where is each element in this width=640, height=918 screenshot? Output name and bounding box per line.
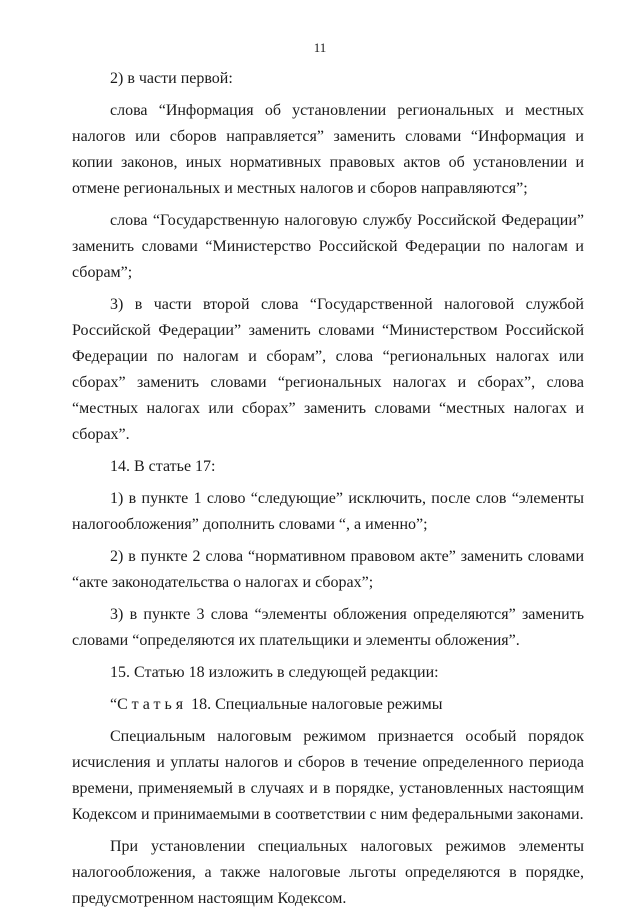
paragraph-words-information: слова “Информация об установлении региональных и местных налогов или сборов направляется” заменить словами “Информация и копии законов, иных нормативных правовых актов об установлении и отмене региональных и местных налогов и сборов направляются”; bbox=[72, 102, 584, 197]
article-paragraph-definition: Специальным налоговым режимом признается особый порядок исчисления и уплаты налогов и сборов в течение определенного периода времени, применяемый в случаях и в порядке, установленных настоящим Кодексом и принимаемыми в соответствии с ним федеральными законами. bbox=[72, 728, 584, 823]
paragraph-article-17-item-1: 1) в пункте 1 слово “следующие” исключить, после слов “элементы налогообложения” дополнить словами “, а именно”; bbox=[72, 490, 584, 533]
article-heading bbox=[72, 692, 584, 718]
paragraph-article-17: 14. В статье 17: bbox=[110, 458, 216, 475]
article-heading-title: 18. Специальные налоговые режимы bbox=[187, 696, 443, 713]
paragraph-part-one: 2) в части первой: bbox=[110, 70, 233, 87]
page-number: 11 bbox=[313, 40, 327, 55]
article-heading-quote: “ bbox=[110, 696, 118, 713]
paragraph-article-17-item-3: 3) в пункте 3 слова “элементы обложения определяются” заменить словами “определяются их плательщики и элементы обложения”. bbox=[72, 606, 584, 649]
paragraph-words-tax-service: слова “Государственную налоговую службу Российской Федерации” заменить словами “Министерство Российской Федерации по налогам и сборам”; bbox=[72, 212, 584, 281]
paragraph-article-17-item-2: 2) в пункте 2 слова “нормативном правовом акте” заменить словами “акте законодательства о налогах и сборах”; bbox=[72, 548, 584, 591]
document-body bbox=[72, 66, 584, 918]
paragraph-article-18: 15. Статью 18 изложить в следующей редакции: bbox=[110, 664, 439, 681]
article-heading-word: Статья bbox=[117, 696, 188, 713]
article-paragraph-elements: При установлении специальных налоговых режимов элементы налогообложения, а также налоговые льготы определяются в порядке, предусмотренном настоящим Кодексом. bbox=[72, 838, 584, 907]
paragraph-part-two: 3) в части второй слова “Государственной налоговой службой Российской Федерации” заменить словами “Министерством Российской Федерации по налогам и сборам”, слова “региональных налогах или сборах” заменить словами “региональных налогах и сборах”, слова “местных налогах или сборах” заменить словами “местных налогах и сборах”. bbox=[72, 296, 584, 443]
